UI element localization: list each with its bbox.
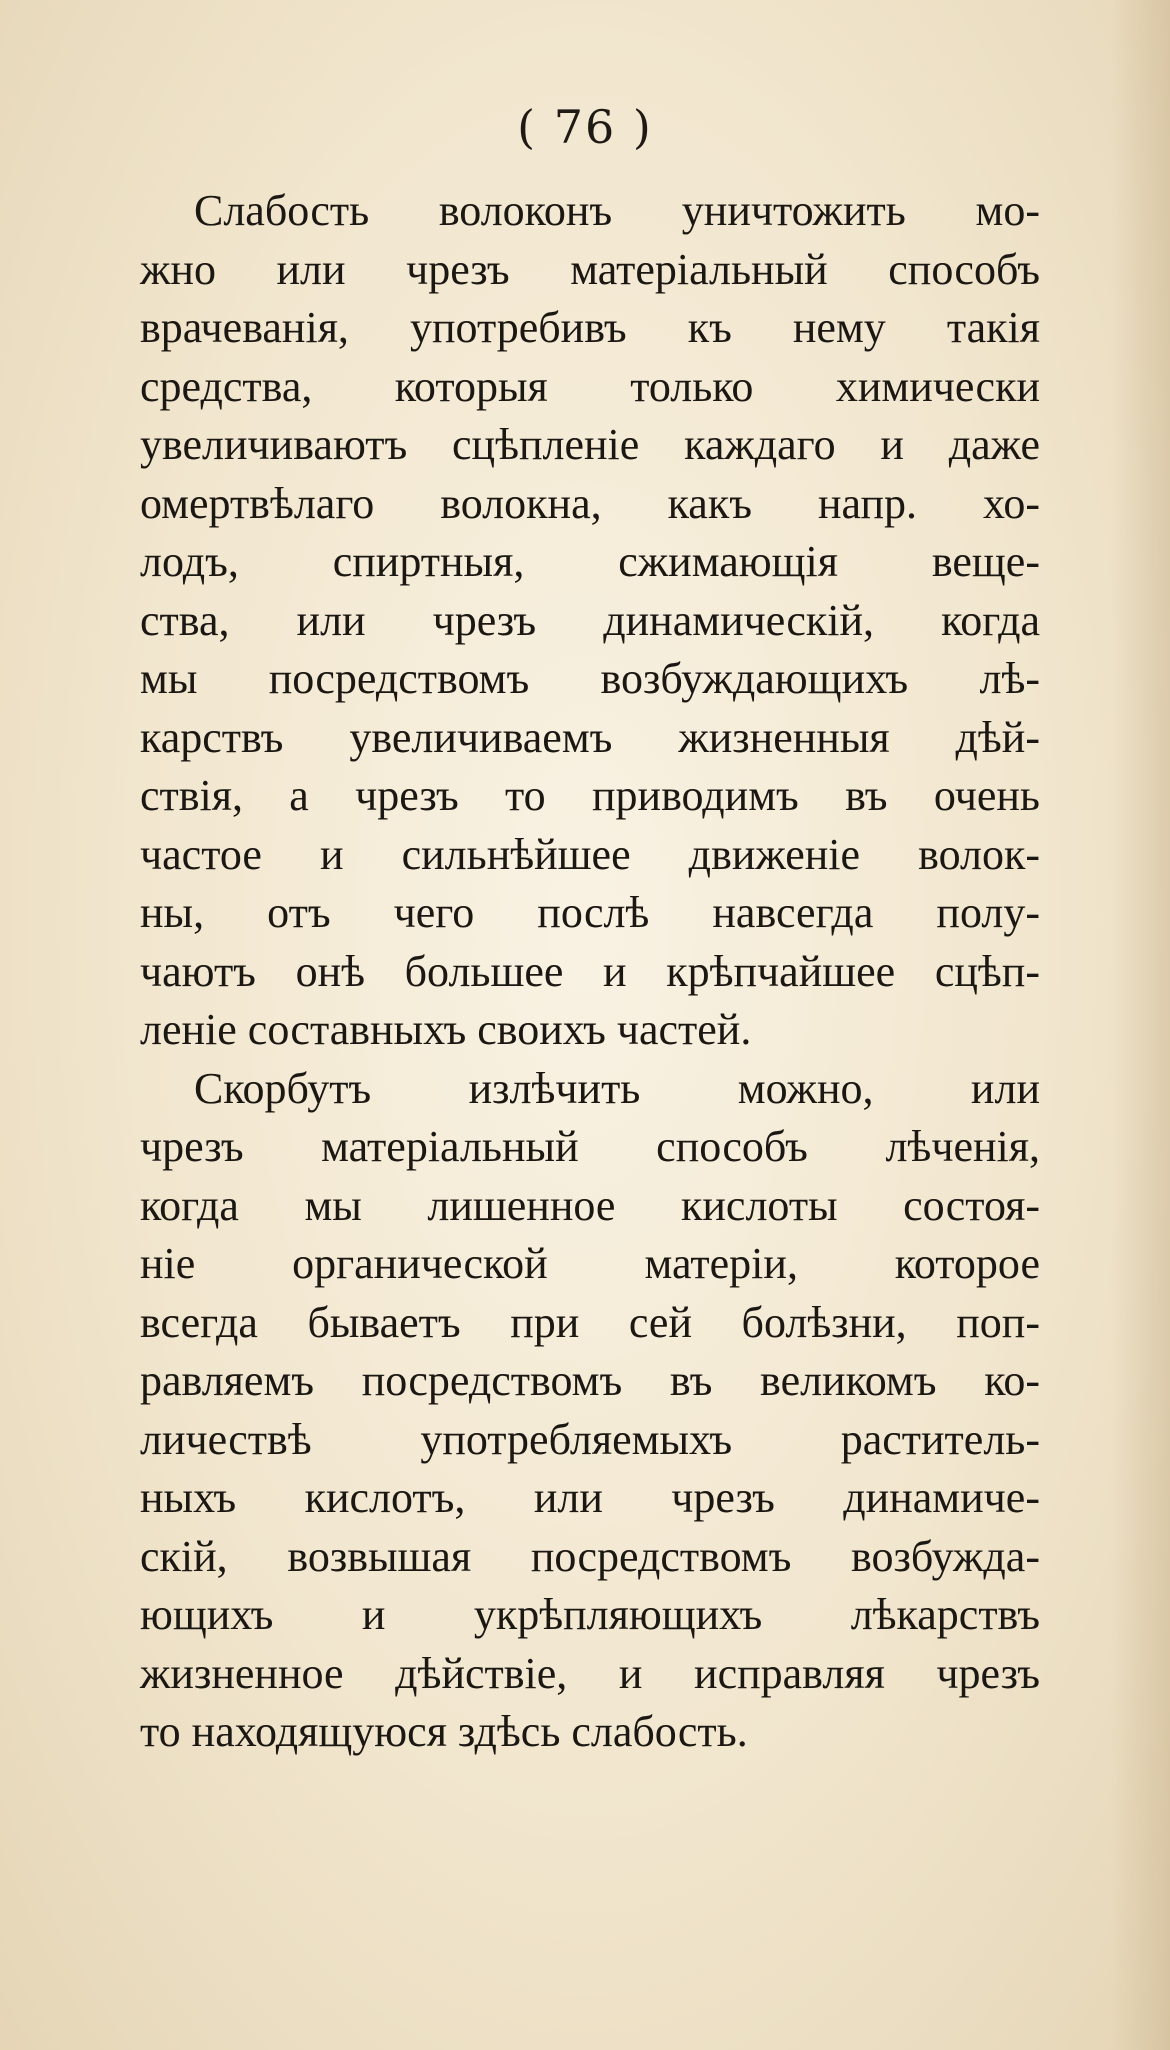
page-edge-shadow	[1110, 0, 1170, 2050]
text-line: карствъ увеличиваемъ жизненныя дѣй-	[140, 712, 1040, 762]
text-line: жно или чрезъ матеріальный способъ	[140, 244, 1040, 294]
text-line: ющихъ и укрѣпляющихъ лѣкарствъ	[140, 1590, 1040, 1639]
page-number: ( 76 )	[517, 100, 653, 154]
text-line: то находящуюся здѣсь слабость.	[140, 1707, 748, 1756]
text-line: ства, или чрезъ динамическій, когда	[140, 595, 1040, 645]
text-line: частое и сильнѣйшее движеніе волок-	[140, 829, 1040, 879]
text-line: средства, которыя только химически	[140, 361, 1040, 411]
text-line: чрезъ матеріальный способъ лѣченія,	[140, 1122, 1040, 1171]
text-line: личествѣ употребляемыхъ раститель-	[140, 1414, 1040, 1464]
text-line: когда мы лишенное кислоты состоя-	[140, 1180, 1040, 1230]
text-line: скій, возвышая посредствомъ возбужда-	[140, 1531, 1040, 1581]
text-line: лодъ, спиртныя, сжимающія веще-	[140, 537, 1040, 586]
text-line: леніе составныхъ своихъ частей.	[140, 1005, 752, 1054]
text-line: ніе органической матеріи, которое	[140, 1239, 1040, 1288]
text-line: ныхъ кислотъ, или чрезъ динамиче-	[140, 1473, 1040, 1522]
text-line: всегда бываетъ при сей болѣзни, поп-	[140, 1297, 1040, 1347]
text-line: Слабость волоконъ уничтожить мо-	[194, 186, 1040, 235]
body-text	[140, 182, 1040, 1762]
text-line: увеличиваютъ сцѣпленіе каждаго и даже	[140, 420, 1040, 469]
text-line: чаютъ онѣ большее и крѣпчайшее сцѣп-	[140, 946, 1040, 996]
text-line: мы посредствомъ возбуждающихъ лѣ-	[140, 654, 1040, 703]
text-line: омертвѣлаго волокна, какъ напр. хо-	[140, 478, 1040, 528]
text-line: ствія, а чрезъ то приводимъ въ очень	[140, 771, 1040, 820]
text-line: Скорбутъ излѣчить можно, или	[194, 1063, 1040, 1113]
text-line: врачеванія, употребивъ къ нему такія	[140, 303, 1040, 352]
text-line: ны, отъ чего послѣ навсегда полу-	[140, 888, 1040, 937]
text-line: равляемъ посредствомъ въ великомъ ко-	[140, 1356, 1040, 1405]
text-line: жизненное дѣйствіе, и исправляя чрезъ	[140, 1648, 1040, 1698]
